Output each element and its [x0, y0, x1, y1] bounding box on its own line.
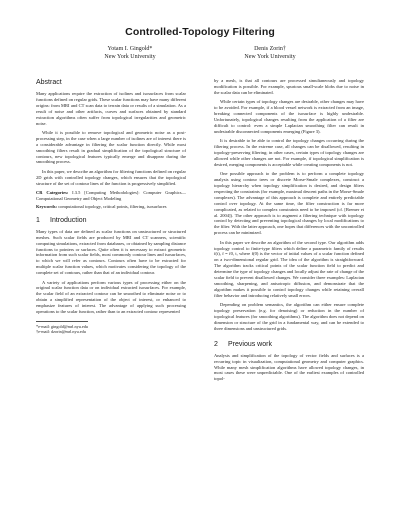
author-affiliation: New York University	[244, 54, 296, 60]
section-title: Introduction	[50, 216, 87, 224]
author-name: Yotam I. Gingold*	[107, 46, 153, 52]
author-1	[104, 45, 155, 61]
intro-paragraph: Many types of data are defined as scalar functions on unstructured or structured meshes. Such scalar fields are produced by MRI and CT scanners, scientific computing simulations, extracted from databases, or obtained by sampling distance functions to pointers or surfaces. Quite often it is necessary to extract geometric information from such scalar fields, most commonly contour lines and isosurfaces, to which we will refer as contours. Contours often have to be extracted for multiple scalar function values, which motivates considering the topology of the complete set of contours, rather than that of an individual contour.	[36, 228, 186, 276]
body-paragraph: One possible approach to the problem is to perform a complete topology analysis using contour trees or discrete Morse-Smale complexes, construct a topology hierarchy when topology simplification is desired, and design filters respecting the constraints (for example, maximal descent paths in the Morse-Smale complexes). The advantage of this approach is complete and entirely predictable control over topology. At the same time, the filter construction is far more complicated, as related to complex constraints need to be imposed (cf. [Bremer et al. 2004]). The other approach is to augment a filtering technique with topology control by detecting and preventing topological changes by local modifications to the filter. With the latter approach, one hopes that differences with the uncontrolled process can be minimized.	[214, 171, 364, 236]
abstract-paragraph: In this paper, we describe an algorithm for filtering functions defined on regular 2D grids with controlled topology changes, which ensures that the topological structure of the set of contour lines of the function is progressively simplified.	[36, 168, 186, 186]
cr-categories-label: CR Categories:	[36, 190, 69, 196]
body-paragraph: It is desirable to be able to control the topology changes occurring during the filtering process. In the extreme case, all changes can be disallowed, resulting in topology-preserving filtering; in other cases, certain types of topology changes are allowed while other changes are not. For example, if topological simplification is desired, merging components is acceptable while creating components is not.	[214, 138, 364, 167]
left-column	[36, 78, 186, 334]
cr-categories-text: I.3.5 [Computing Methodologies]: Computer Graphics—Computational Geometry and Object Modeling	[36, 190, 186, 201]
body-paragraph: by a mesh, is that all contours are processed simultaneously and topology modification is possible. For example, spurious small-scale blobs due to noise in the scalar data can be eliminated.	[214, 78, 364, 95]
keywords	[36, 204, 186, 210]
keywords-label: Keywords:	[36, 203, 57, 209]
author-affiliation: New York University	[104, 54, 156, 60]
intro-paragraph: A variety of applications perform various types of processing either on the original scalar function data or on individual extracted isosurfaces. For example, the scalar field of an extracted contour can be smoothed to eliminate noise or to obtain a simplified representation of the object of interest, or enhanced to emphasize features of interest. The advantage of applying such processing operations to the scalar function, rather than to an extracted contour represented	[36, 279, 186, 315]
footnote: *e-mail: gingold@mrl.nyu.edu	[36, 324, 88, 329]
section-number: 2	[214, 340, 218, 348]
body-paragraph: While certain types of topology changes are desirable, other changes may have to be avoided. For example, if a blood vessel network is extracted from an image, breaking connected components of the isosurface is highly undesirable. Unfortunately, topological changes resulting from the application of a filter are difficult to control: even a simple Laplacian smoothing filter can result in undesirable disconnected components emerging (Figure 3).	[214, 99, 364, 134]
section-title: Previous work	[228, 340, 272, 348]
body-paragraph: Depending on problem semantics, the algorithm can either ensure complete topology preservation (e.g. for denoising) or reduction in the number of topological features (for smoothing algorithms). The algorithm does not depend on dimension or structure of the grid in a fundamental way, and can be extended to three dimensions and unstructured grids.	[214, 302, 364, 331]
abstract-heading: Abstract	[36, 79, 62, 86]
previous-work-heading	[214, 340, 364, 349]
keywords-text: computational topology, critical points, filtering, isosurfaces	[58, 203, 167, 209]
section-number: 1	[36, 216, 40, 224]
author-2	[244, 45, 295, 61]
footnote: †e-mail: dzorin@mrl.nyu.edu	[36, 329, 86, 334]
author-block	[60, 45, 340, 61]
abstract-paragraph: While it is possible to remove topological and geometric noise as a post-processing step, in the case when a large number of isolines are of interest there is a considerable advantage in filtering the scalar function directly. While most smoothing filters result in gradual simplification of the topological structure of contours, new topological features typically emerge and disappear during the smoothing process.	[36, 129, 186, 165]
body-paragraph: In this paper we describe an algorithm of the second type. Our algorithm adds topology control to finite-type filters which define a parametric family of results f(t), f = f0, t, where f(0) is the vector of initial values of a scalar function defined on a two-dimensional regular grid. The idea of the algorithm is straightforward. The algorithm tracks critical points of the scalar function field to predict and determine the type of topology changes and locally adjust the rate of change of the scalar field to prevent disallowed changes. We consider three examples: Laplacian smoothing, sharpening, and anisotropic diffusion, and demonstrate that the algorithm makes it possible to control topology changes while retaining overall filter behavior and introducing relatively small errors.	[214, 239, 364, 298]
cr-categories	[36, 190, 186, 202]
right-column	[214, 78, 364, 386]
abstract-paragraph: Many applications require the extraction of isolines and isosurfaces from scalar functions defined on regular grids. These scalar functions may have many different origins: from MRI and CT scan data to terrain data or results of a simulation. As a result of noise and other artifacts, curves and surfaces obtained by standard extraction algorithms often suffer from topological irregularities and geometric noise.	[36, 91, 186, 126]
body-paragraph: Analysis and simplification of the topology of vector fields and surfaces is a recurring topic in visualization, computational geometry and computer graphics. While many mesh simplification algorithms have allowed topology changes, in most cases these were unpredictable. One of the earliest examples of controlled topol-	[214, 352, 364, 382]
intro-heading	[36, 216, 186, 225]
paper-title: Controlled-Topology Filtering	[125, 26, 275, 38]
author-name: Denis Zorin†	[254, 46, 286, 52]
footnote-divider	[36, 321, 88, 322]
